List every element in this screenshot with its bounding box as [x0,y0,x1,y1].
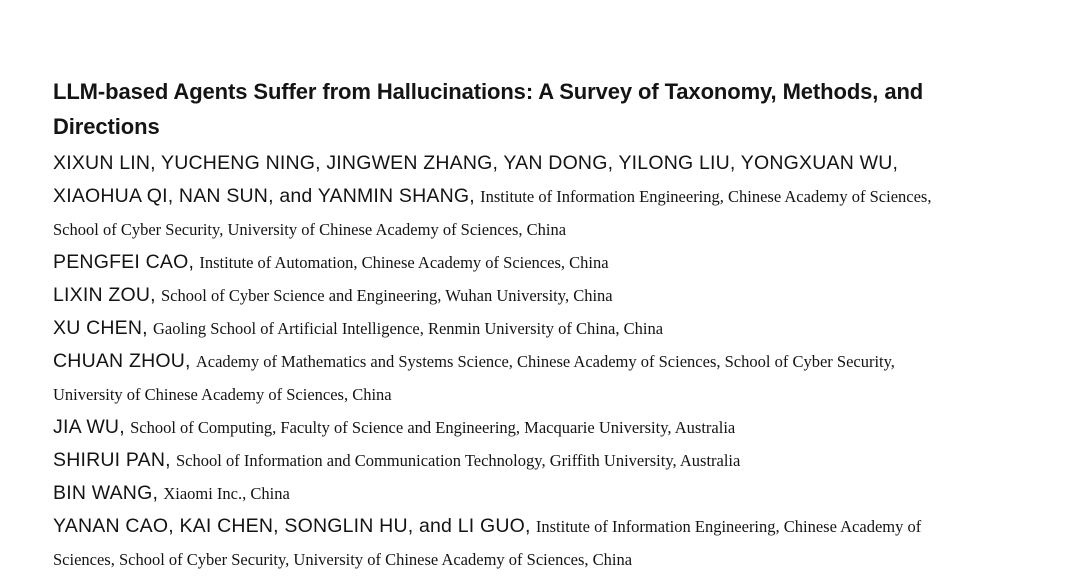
author-group [53,279,933,312]
paper-header [53,74,933,576]
author-affiliation: Institute of Information Engineering, Chinese Academy of Sciences, School of Cyber Security, University of Chinese Academy of Sciences, China [53,187,932,239]
author-group [53,147,933,246]
author-affiliation: Institute of Information Engineering, Chinese Academy of Sciences, School of Cyber Security, University of Chinese Academy of Sciences, China [53,517,922,569]
paper-title: LLM-based Agents Suffer from Hallucinations: A Survey of Taxonomy, Methods, and Directions [53,79,924,139]
author-names: BIN WANG [53,482,153,504]
author-group [53,510,933,576]
author-group [53,246,933,279]
author-names: XU CHEN [53,317,143,339]
separator: , [188,251,200,273]
separator: , [469,185,481,207]
author-affiliation: School of Cyber Science and Engineering, Wuhan University, China [161,286,613,305]
author-affiliation: Xiaomi Inc., China [163,484,290,503]
author-names: XIXUN LIN, YUCHENG NING, JINGWEN ZHANG, YAN DONG, YILONG LIU, YONGXUAN WU, XIAOHUA QI, NAN SUN, and YANMIN SHANG [53,152,899,207]
separator: , [165,449,176,471]
author-list [53,147,933,576]
author-group [53,444,933,477]
author-names: PENGFEI CAO [53,251,189,273]
author-group [53,411,933,444]
author-names: CHUAN ZHOU [53,350,185,372]
author-names: YANAN CAO, KAI CHEN, SONGLIN HU, and LI GUO [53,515,526,537]
separator: , [525,515,536,537]
author-affiliation: Academy of Mathematics and Systems Science, Chinese Academy of Sciences, School of Cyber Security, University of Chinese Academy of Sciences, China [53,352,895,404]
author-affiliation: School of Information and Communication Technology, Griffith University, Australia [176,451,741,470]
separator: , [142,317,154,339]
separator: , [119,416,131,438]
author-affiliation: Institute of Automation, Chinese Academy of Sciences, China [199,253,609,272]
author-affiliation: School of Computing, Faculty of Science and Engineering, Macquarie University, Australia [130,418,736,437]
author-names: JIA WU [53,416,120,438]
author-group [53,312,933,345]
author-names: SHIRUI PAN [53,449,166,471]
author-group [53,345,933,411]
author-names: LIXIN ZOU [53,284,151,306]
separator: , [152,482,164,504]
author-affiliation: Gaoling School of Artificial Intelligence, Renmin University of China, China [153,319,664,338]
author-group [53,477,933,510]
separator: , [150,284,161,306]
separator: , [185,350,196,372]
